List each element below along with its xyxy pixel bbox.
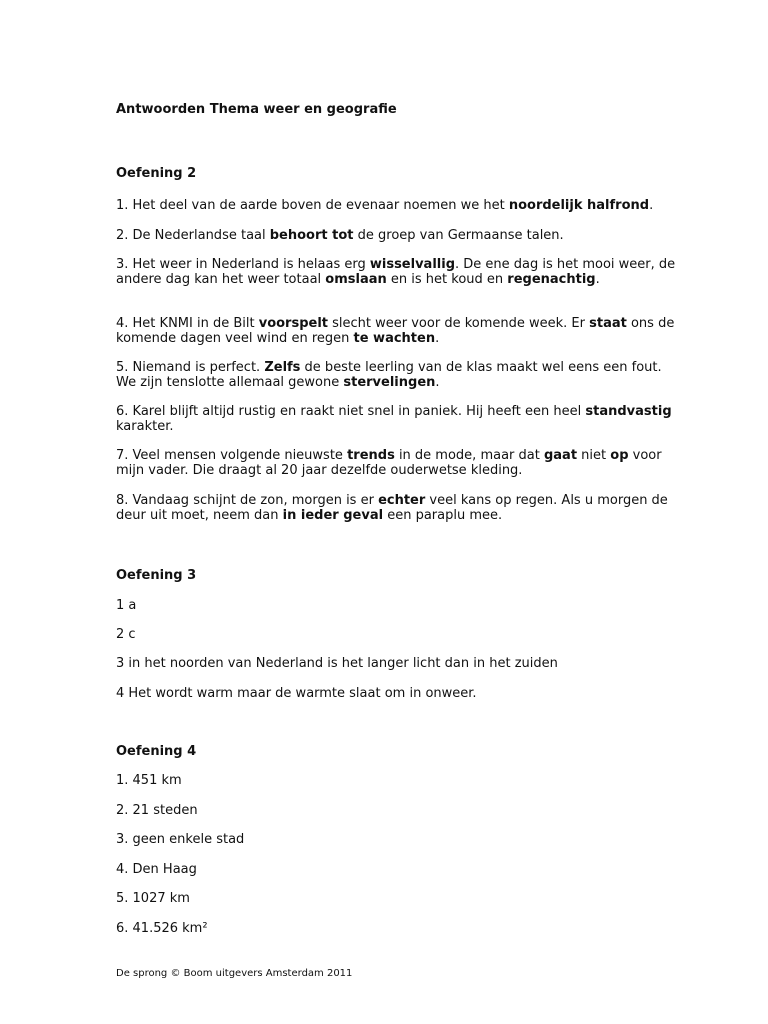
answer-keyword: omslaan <box>325 272 387 287</box>
answer-item: 3 in het noorden van Nederland is het langer licht dan in het zuiden <box>116 656 558 671</box>
answer-item <box>116 316 676 346</box>
answer-text: 1. Het deel van de aarde boven de evenaar noemen we het <box>116 198 509 213</box>
answer-text: een paraplu mee. <box>383 508 503 523</box>
answer-keyword: staat <box>589 316 627 331</box>
answer-text: 3. Het weer in Nederland is helaas erg <box>116 257 370 272</box>
answer-keyword: standvastig <box>585 404 672 419</box>
answer-text: . <box>649 198 654 213</box>
answer-keyword: trends <box>347 448 395 463</box>
answer-item: 6. 41.526 km² <box>116 921 208 936</box>
answer-item: 1. 451 km <box>116 773 182 788</box>
answer-keyword: gaat <box>543 448 578 463</box>
answer-item <box>116 493 676 523</box>
answer-text: . <box>435 331 440 346</box>
answer-item: 2 c <box>116 627 136 642</box>
answer-keyword: op <box>610 448 629 463</box>
answer-text: 5. Niemand is perfect. <box>116 360 265 375</box>
answer-keyword: stervelingen <box>343 375 436 390</box>
answer-item <box>116 228 676 243</box>
answer-text: voor mijn vader. Die draagt al 20 jaar dezelfde ouderwetse kleding. <box>116 448 662 478</box>
answer-item: 1 a <box>116 598 137 613</box>
answer-text: ons de komende dagen veel wind en regen <box>116 316 675 346</box>
answer-item <box>116 448 676 478</box>
answer-text: in de mode, maar dat <box>394 448 544 463</box>
answer-keyword: Zelfs <box>264 360 301 375</box>
answer-text: niet <box>577 448 611 463</box>
answer-text: 6. Karel blijft altijd rustig en raakt niet snel in paniek. Hij heeft een heel <box>116 404 586 419</box>
answer-item <box>116 404 676 434</box>
answer-keyword: te wachten <box>353 331 436 346</box>
answer-text: . <box>435 375 440 390</box>
answer-item <box>116 257 676 287</box>
answer-keyword: regenachtig <box>507 272 596 287</box>
answer-text: veel kans op regen. Als u morgen de deur uit moet, neem dan <box>116 493 668 523</box>
section-heading-oefening-4: Oefening 4 <box>116 744 197 759</box>
answer-text: 7. Veel mensen volgende nieuwste <box>116 448 348 463</box>
answer-item: 5. 1027 km <box>116 891 190 906</box>
answer-text: . De ene dag is het mooi weer, de andere dag kan het weer totaal <box>116 257 676 287</box>
answer-text: slecht weer voor de komende week. Er <box>328 316 590 331</box>
page-footer: De sprong © Boom uitgevers Amsterdam 2011 <box>116 968 353 979</box>
answer-text: en is het koud en <box>386 272 508 287</box>
answer-item <box>116 360 676 390</box>
answer-item: 3. geen enkele stad <box>116 832 245 847</box>
answer-text: de beste leerling van de klas maakt wel eens een fout. We zijn tenslotte allemaal gewone <box>116 360 662 390</box>
document-title: Antwoorden Thema weer en geografie <box>116 102 397 117</box>
answer-keyword: echter <box>378 493 426 508</box>
answer-text: karakter. <box>116 419 174 434</box>
answer-text: . <box>595 272 600 287</box>
answer-text: 4. Het KNMI in de Bilt <box>116 316 259 331</box>
answer-text: de groep van Germaanse talen. <box>353 228 564 243</box>
answer-keyword: in ieder geval <box>282 508 384 523</box>
answer-text: 8. Vandaag schijnt de zon, morgen is er <box>116 493 379 508</box>
answer-keyword: behoort tot <box>269 228 354 243</box>
answer-item: 4 Het wordt warm maar de warmte slaat om in onweer. <box>116 686 477 701</box>
answer-keyword: wisselvallig <box>369 257 455 272</box>
answer-text: 2. De Nederlandse taal <box>116 228 270 243</box>
answer-item: 2. 21 steden <box>116 803 198 818</box>
answer-item <box>116 198 676 213</box>
section-heading-oefening-3: Oefening 3 <box>116 568 197 583</box>
answer-keyword: noordelijk halfrond <box>508 198 650 213</box>
section-heading-oefening-2: Oefening 2 <box>116 166 197 181</box>
answer-item: 4. Den Haag <box>116 862 197 877</box>
answer-keyword: voorspelt <box>258 316 328 331</box>
